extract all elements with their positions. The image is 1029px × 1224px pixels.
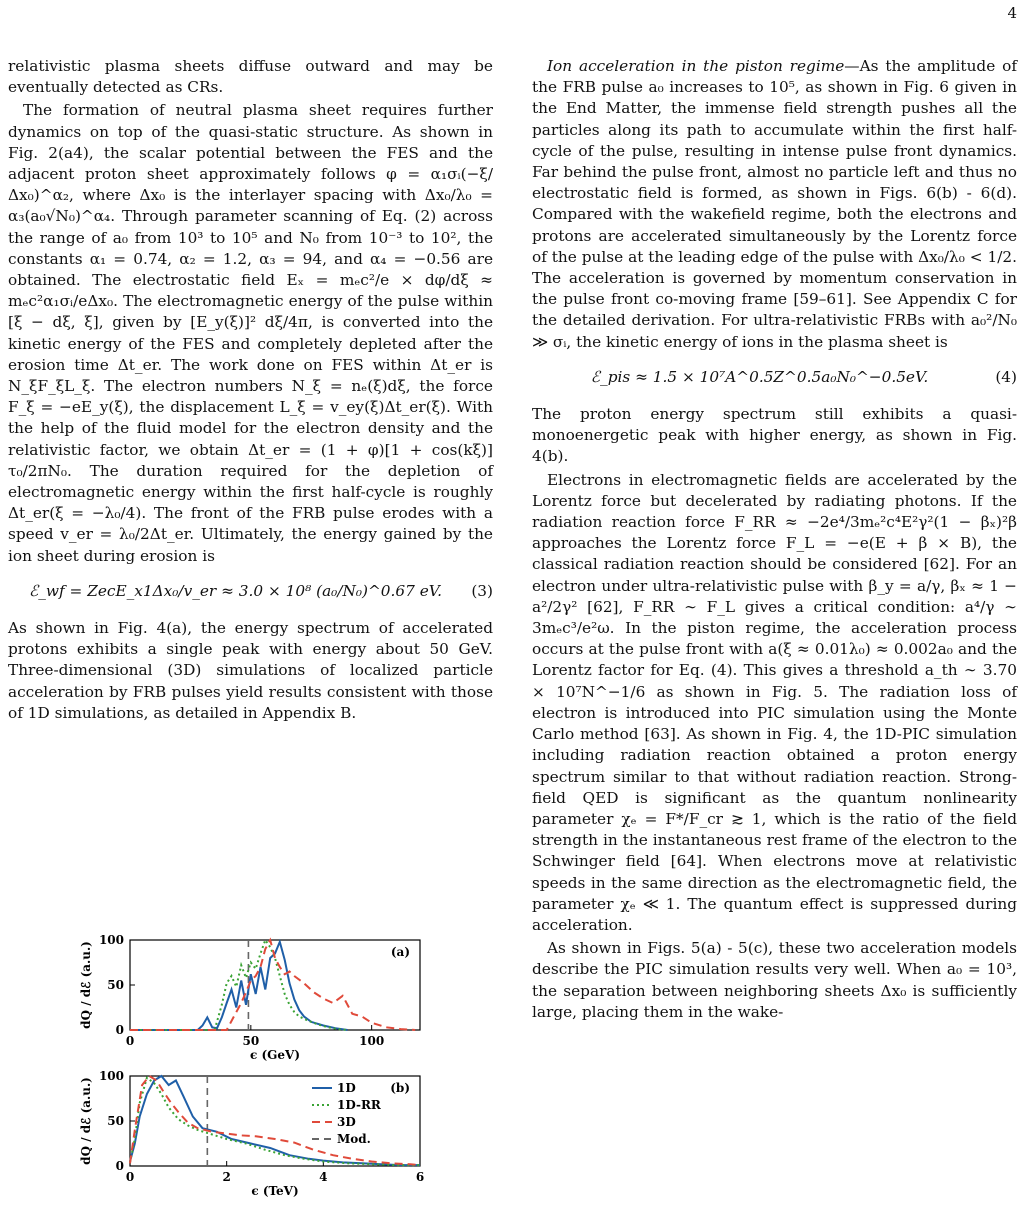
equation-number: (3) xyxy=(471,581,493,600)
legend-label: Mod. xyxy=(337,1132,371,1146)
paragraph-text: —As the amplitude of the FRB pulse a₀ increases to 10⁵, as shown in Fig. 6 given in the End Matter, the immense field strength pushes all the particles along its path to accumulate within the first half-cycle of the pulse, resulting in intense pulse front dynamics. Far behind the pulse front, almost no particle left and thus no electrostatic field is formed, as shown in Figs. 6(b) - 6(d). Compared with the wakefield regime, both the electrons and protons are accelerated simultaneously by the Lorentz force of the pulse at the leading edge of the pulse with Δx₀/λ₀ < 1/2. The acceleration is governed by momentum conservation in the pulse front co-moving frame [59–61]. See Appendix C for the detailed derivation. For ultra-relativistic FRBs with a₀²/N₀ ≫ σᵢ, the kinetic energy of ions in the plasma sheet is xyxy=(532,57,1017,351)
x-tick-label: 50 xyxy=(242,1034,260,1048)
paragraph: The formation of neutral plasma sheet requires further dynamics on top of the quasi-static structure. As shown in Fig. 2(a4), the scalar potential between the FES and the adjacent proton sheet approximately follows φ = α₁σᵢ(−ξ/Δx₀)^α₂, where Δx₀ is the interlayer spacing with Δx₀/λ₀ = α₃(a₀√N₀)^α₄. Through parameter scanning of Eq. (2) across the range of a₀ from 10³ to 10⁵ and N₀ from 10⁻³ to 10², the constants α₁ = 0.74, α₂ = 1.2, α₃ = 94, and α₄ = −0.56 are obtained. The electrostatic field Eₓ = mₑc²/e × dφ/dξ ≈ mₑc²α₁σᵢ/eΔx₀. The electromagnetic energy of the pulse within [ξ − dξ, ξ], given by [E_y(ξ)]² dξ/4π, is converted into the kinetic energy of the FES and completely depleted after the erosion time Δt_er. The work done on FES within Δt_er is N_ξF_ξL_ξ. The electron numbers N_ξ = nₑ(ξ)dξ, the force F_ξ = −eE_y(ξ), the displacement L_ξ = v_ey(ξ)Δt_er(ξ). With the help of the fluid model for the electron density and the relativistic factor, we obtain Δt_er = (1 + φ)[1 + cos(kξ)] τ₀/2πN₀. The duration required for the depletion of electromagnetic energy within the first half-cycle is roughly Δt_er(ξ = −λ₀/4). The front of the FRB pulse erodes with a speed v_er = λ₀/2Δt_er. Ultimately, the energy gained by the ion sheet during erosion is xyxy=(8,101,493,565)
paragraph: As shown in Fig. 4(a), the energy spectrum of accelerated protons exhibits a single peak with energy about 50 GeV. Three-dimensional (3D) simulations of localized particle acceleration by FRB pulses yield results consistent with those of 1D simulations, as detailed in Appendix B. xyxy=(8,619,493,722)
x-axis-label: ϵ (TeV) xyxy=(251,1184,299,1198)
x-tick-label: 100 xyxy=(359,1034,385,1048)
panel-label: (a) xyxy=(390,945,410,959)
left-column xyxy=(8,56,493,724)
figure-4-plot xyxy=(80,928,440,1208)
page-number: 4 xyxy=(1007,4,1017,22)
section-title: Ion acceleration in the piston regime xyxy=(547,57,845,75)
equation-4 xyxy=(532,367,1017,388)
paragraph: Electrons in electromagnetic fields are accelerated by the Lorentz force but decelerated by radiating photons. If the radiation reaction force F_RR ≈ −2e⁴/3mₑ²c⁴E²γ²(1 − βₓ)²β approaches the Lorentz force F_L = −e(E + β × B), the classical radiation reaction should be considered [62]. For an electron under ultra-relativistic pulse with β_y = a/γ, βₓ ≈ 1 − a²/2γ² [62], F_RR ∼ F_L gives a critical condition: a⁴/γ ∼ 3mₑc³/e²ω. In the piston regime, the acceleration process occurs at the pulse front with a(ξ ≈ 0.01λ₀) ≈ 0.002a₀ and the Lorentz factor for Eq. (4). This gives a threshold a_th ∼ 3.70 × 10⁷N^−1/6 as shown in Fig. 5. The radiation loss of electron is introduced into PIC simulation using the Monte Carlo method [63]. As shown in Fig. 4, the 1D-PIC simulation including radiation reaction obtained a proton energy spectrum similar to that without radiation reaction. Strong-field QED is significant as the quantum nonlinearity parameter χₑ = F*/F_cr ≳ 1, which is the ratio of the field strength in the instantaneous rest frame of the electron to the Schwinger field [64]. When electrons move at relativistic speeds in the same direction as the electromagnetic field, the parameter χₑ ≪ 1. The quantum effect is suppressed during acceleration. xyxy=(532,470,1017,934)
y-axis-label: dQ / dℰ (a.u.) xyxy=(79,1077,93,1165)
y-tick-label: 0 xyxy=(115,1159,124,1173)
series-line-1d xyxy=(130,942,348,1030)
series-line-3d xyxy=(130,940,415,1030)
paragraph: As shown in Figs. 5(a) - 5(c), these two acceleration models describe the PIC simulation results very well. When a₀ = 10³, the separation between neighboring sheets Δx₀ is sufficiently large, placing them in the wake- xyxy=(532,939,1017,1021)
y-tick-label: 0 xyxy=(115,1023,124,1037)
y-tick-label: 100 xyxy=(98,1069,124,1083)
figure-4 xyxy=(80,928,440,1208)
series-line-1d-rr xyxy=(130,940,348,1030)
paragraph: The proton energy spectrum still exhibits a quasi-monoenergetic peak with higher energy, as shown in Fig. 4(b). xyxy=(532,405,1017,466)
legend-label: 3D xyxy=(337,1115,356,1129)
legend-label: 1D xyxy=(337,1081,356,1095)
y-tick-label: 50 xyxy=(107,1114,124,1128)
equation-body: ℰ_wf = ZecE_x1Δx₀/v_er ≈ 3.0 × 10⁸ (a₀/N₀)^0.67 eV. xyxy=(28,581,442,600)
x-tick-label: 2 xyxy=(222,1170,231,1184)
paragraph: relativistic plasma sheets diffuse outward and may be eventually detected as CRs. xyxy=(8,57,493,97)
x-tick-label: 4 xyxy=(319,1170,328,1184)
y-tick-label: 100 xyxy=(98,933,124,947)
x-tick-label: 0 xyxy=(125,1034,135,1048)
panel-label: (b) xyxy=(390,1081,410,1095)
series-line-1d-rr xyxy=(130,1078,420,1165)
legend-label: 1D-RR xyxy=(337,1098,381,1112)
equation-number: (4) xyxy=(995,367,1017,386)
paragraph xyxy=(532,56,1017,353)
right-column xyxy=(532,56,1017,1023)
y-axis-label: dQ / dℰ (a.u.) xyxy=(79,941,93,1029)
equation-body: ℰ_pis ≈ 1.5 × 10⁷A^0.5Z^0.5a₀N₀^−0.5eV. xyxy=(590,367,929,386)
x-axis-label: ϵ (GeV) xyxy=(249,1048,301,1062)
equation-3 xyxy=(8,581,493,602)
x-tick-label: 6 xyxy=(415,1170,425,1184)
x-tick-label: 0 xyxy=(125,1170,135,1184)
y-tick-label: 50 xyxy=(107,978,124,992)
